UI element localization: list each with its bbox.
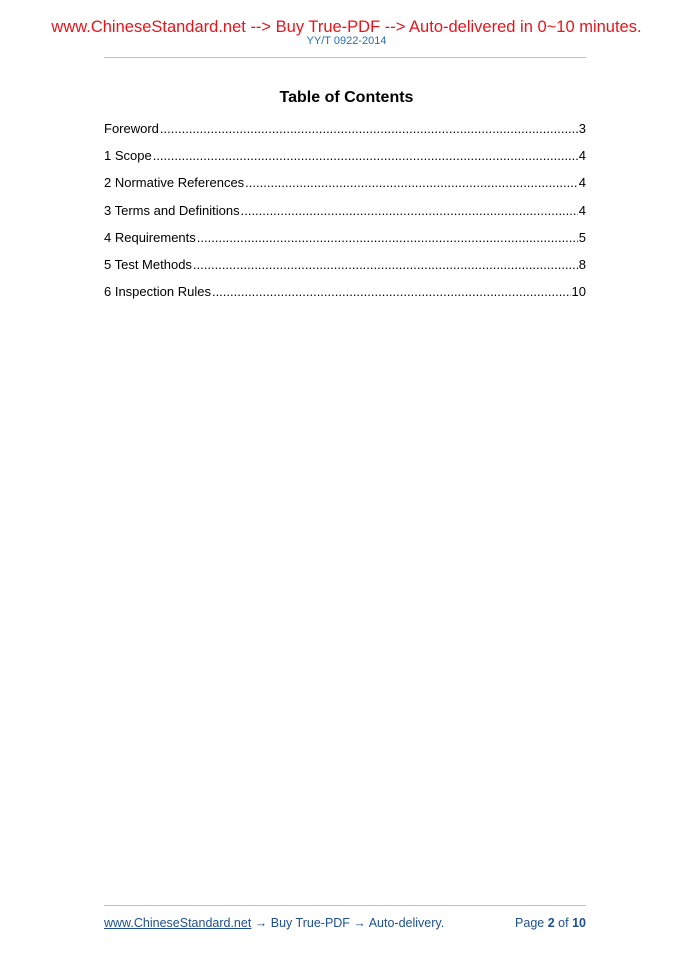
toc-entry-page: 3 <box>578 121 586 136</box>
promo-banner[interactable]: www.ChineseStandard.net --> Buy True-PDF --> Auto-delivered in 0~10 minutes. <box>51 18 642 36</box>
toc-entry-label: 2 Normative References <box>104 175 245 191</box>
total-pages-number: 10 <box>572 916 586 930</box>
toc-entry-terms-and-definitions[interactable] <box>104 201 586 228</box>
toc-title: Table of Contents <box>279 89 414 106</box>
table-of-contents <box>104 119 586 309</box>
toc-dot-leader <box>160 119 578 139</box>
toc-entry-requirements[interactable] <box>104 228 586 255</box>
document-code: YY/T 0922-2014 <box>306 35 387 47</box>
footer-promo <box>104 915 444 931</box>
toc-dot-leader <box>193 255 578 275</box>
toc-entry-page: 5 <box>578 229 586 245</box>
toc-dot-leader <box>153 146 578 166</box>
toc-entry-label: 1 Scope <box>104 148 152 164</box>
footer-divider <box>104 905 586 906</box>
toc-entry-page: 4 <box>578 202 586 218</box>
page-word: Page <box>515 916 545 930</box>
toc-dot-leader <box>245 173 578 193</box>
toc-entry-foreword[interactable] <box>104 119 586 146</box>
toc-dot-leader <box>197 228 578 248</box>
toc-dot-leader <box>241 201 578 221</box>
toc-entry-label: 4 Requirements <box>104 229 196 245</box>
footer-site-link[interactable]: www.ChineseStandard.net <box>104 916 252 930</box>
toc-entry-normative-references[interactable] <box>104 173 586 200</box>
toc-entry-page: 8 <box>578 256 586 272</box>
toc-entry-inspection-rules[interactable] <box>104 282 586 309</box>
toc-entry-page: 4 <box>578 175 586 191</box>
toc-entry-label: 6 Inspection Rules <box>104 284 211 300</box>
header-divider <box>104 57 586 58</box>
page-footer <box>104 915 586 931</box>
page-indicator <box>515 915 586 931</box>
of-word: of <box>558 916 569 930</box>
toc-entry-page: 10 <box>571 284 586 300</box>
toc-entry-test-methods[interactable] <box>104 255 586 282</box>
current-page-number: 2 <box>547 916 555 930</box>
toc-entry-scope[interactable] <box>104 146 586 173</box>
toc-entry-page: 4 <box>578 148 586 164</box>
footer-tagline: → Buy True-PDF → Auto-delivery. <box>251 916 445 930</box>
toc-dot-leader <box>212 282 571 302</box>
toc-entry-label: 5 Test Methods <box>104 256 192 272</box>
toc-entry-label: 3 Terms and Definitions <box>104 202 240 218</box>
toc-entry-label: Foreword <box>104 121 159 136</box>
